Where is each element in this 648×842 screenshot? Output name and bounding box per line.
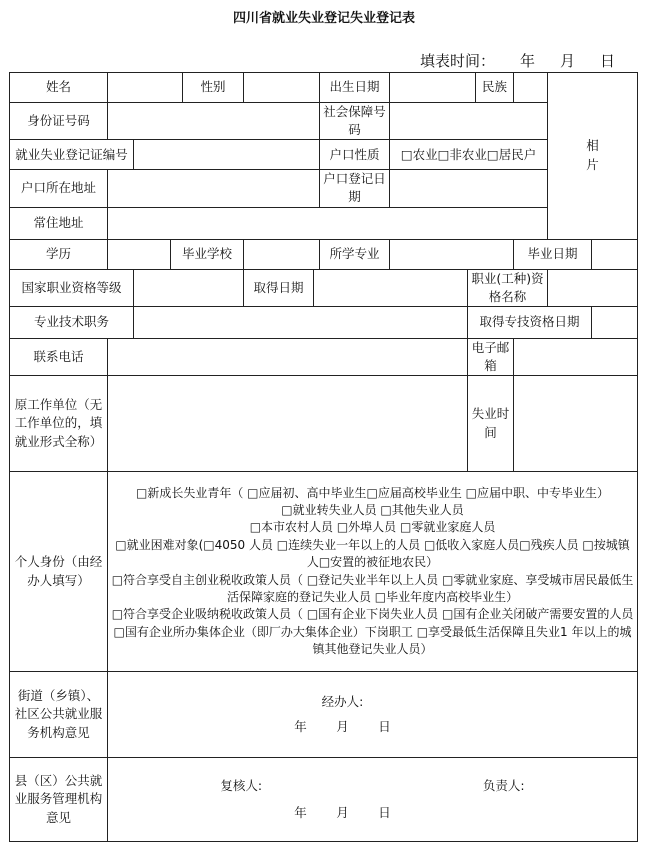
grad-date-input[interactable] [592, 239, 638, 269]
street-handler-label: 经办人: [321, 694, 364, 710]
county-reviewer-label: 复核人: [220, 778, 263, 794]
name-input[interactable] [108, 73, 183, 103]
residence-input[interactable] [108, 207, 548, 239]
identity-option-difficulty[interactable]: □就业困难对象(□4050 人员 □连续失业一年以上的人员 □低收入家庭人员□残疾人员 □按城镇人□安置的被征地农民） [115, 537, 630, 570]
street-day: 日 [378, 718, 391, 734]
form-title: 四川省就业失业登记失业登记表 [232, 11, 415, 26]
qualification-input[interactable] [134, 269, 244, 306]
birth-date-input[interactable] [390, 73, 476, 103]
occupation-name-label: 职业(工种)资格名称 [468, 269, 548, 306]
identity-option-origin[interactable]: □本市农村人员 □外埠人员 □零就业家庭人员 [249, 520, 496, 535]
tech-date-input[interactable] [592, 306, 638, 338]
id-number-input[interactable] [108, 103, 320, 140]
education-input[interactable] [108, 239, 171, 269]
school-label: 毕业学校 [171, 239, 244, 269]
registration-form-table [9, 72, 638, 842]
hukou-date-input[interactable] [390, 170, 548, 207]
tech-title-label: 专业技术职务 [10, 306, 134, 338]
identity-option-enterprise-tax[interactable]: □符合享受企业吸纳税收政策人员（ □国有企业下岗失业人员 □国有企业关闭破产需要安置的人员 □国有企业所办集体企业（即厂办大集体企业）下岗职工 □享受最低生活保障且失业1 年以上的城镇其他登记失业人员） [111, 607, 634, 657]
gender-input[interactable] [244, 73, 320, 103]
county-month: 月 [336, 804, 349, 820]
email-input[interactable] [514, 338, 638, 375]
ethnicity-label: 民族 [476, 73, 514, 103]
county-year: 年 [294, 804, 307, 820]
identity-options[interactable] [108, 472, 638, 672]
school-input[interactable] [244, 239, 320, 269]
photo-box[interactable] [548, 73, 638, 240]
education-label: 学历 [10, 239, 108, 269]
cert-number-input[interactable] [134, 140, 320, 170]
name-label: 姓名 [10, 73, 108, 103]
identity-option-youth[interactable]: □新成长失业青年（ □应届初、高中毕业生□应届高校毕业生 □应届中职、中专毕业生） [136, 485, 610, 500]
social-security-label: 社会保障号码 [320, 103, 390, 140]
county-opinion-label: 县（区）公共就业服务管理机构意见 [10, 758, 108, 842]
unemployed-time-label: 失业时间 [468, 376, 514, 472]
phone-input[interactable] [108, 338, 468, 375]
street-year: 年 [294, 718, 307, 734]
fill-time-month: 月 [560, 52, 576, 70]
phone-label: 联系电话 [10, 338, 108, 375]
email-label: 电子邮箱 [468, 338, 514, 375]
obtain-date-label: 取得日期 [244, 269, 314, 306]
identity-option-transfer[interactable]: □就业转失业人员 □其他失业人员 [281, 502, 464, 517]
tech-date-label: 取得专技资格日期 [468, 306, 592, 338]
photo-label-1: 相 [586, 138, 599, 153]
major-label: 所学专业 [320, 239, 390, 269]
social-security-input[interactable] [390, 103, 548, 140]
street-opinion-date [108, 718, 636, 736]
residence-label: 常住地址 [10, 207, 108, 239]
county-opinion-date [108, 804, 636, 822]
unemployed-time-input[interactable] [514, 376, 638, 472]
fill-time-label: 填表时间： [420, 52, 496, 70]
hukou-address-input[interactable] [108, 170, 320, 207]
gender-label: 性别 [183, 73, 244, 103]
former-employer-label: 原工作单位（无工作单位的，填就业形式全称） [10, 376, 108, 472]
identity-label: 个人身份（由经办人填写） [10, 472, 108, 672]
hukou-date-label: 户口登记日期 [320, 170, 390, 207]
identity-option-startup-tax[interactable]: □符合享受自主创业税收政策人员（ □登记失业半年以上人员 □零就业家庭、享受城市居民最低生活保障家庭的登记失业人员 □毕业年度内高校毕业生） [111, 572, 634, 604]
birth-date-label: 出生日期 [320, 73, 390, 103]
county-day: 日 [378, 804, 391, 820]
hukou-type-label: 户口性质 [320, 140, 390, 170]
street-opinion-area[interactable] [108, 672, 638, 758]
county-responsible-label: 负责人: [482, 778, 525, 794]
obtain-date-input[interactable] [314, 269, 468, 306]
tech-title-input[interactable] [134, 306, 468, 338]
ethnicity-input[interactable] [514, 73, 548, 103]
fill-time-year: 年 [520, 52, 536, 70]
grad-date-label: 毕业日期 [514, 239, 592, 269]
fill-time [420, 50, 615, 71]
fill-time-day: 日 [600, 52, 616, 70]
occupation-name-input[interactable] [548, 269, 638, 306]
hukou-address-label: 户口所在地址 [10, 170, 108, 207]
cert-number-label: 就业失业登记证编号 [10, 140, 134, 170]
qualification-label: 国家职业资格等级 [10, 269, 134, 306]
id-number-label: 身份证号码 [10, 103, 108, 140]
county-opinion-area[interactable] [108, 758, 638, 842]
major-input[interactable] [390, 239, 514, 269]
former-employer-input[interactable] [108, 376, 468, 472]
photo-label-2: 片 [586, 156, 599, 172]
street-month: 月 [336, 718, 349, 734]
street-opinion-label: 街道（乡镇）、社区公共就业服务机构意见 [10, 672, 108, 758]
hukou-type-options[interactable]: □农业□非农业□居民户 [390, 140, 548, 170]
